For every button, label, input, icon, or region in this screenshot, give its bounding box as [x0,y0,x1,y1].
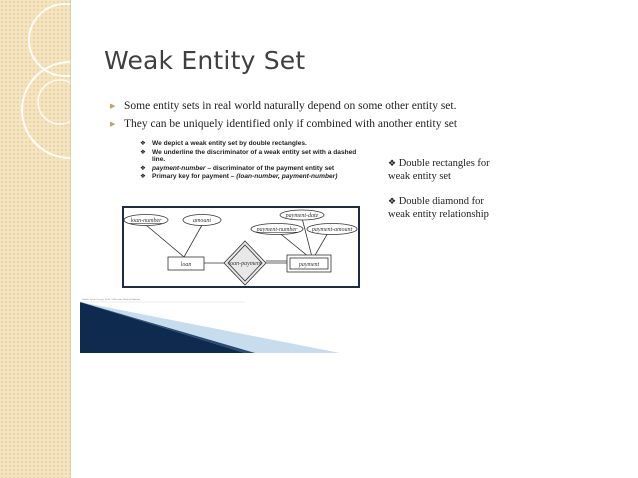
embedded-bullet-italic: payment-number [152,164,206,172]
bullet-arrow-icon: ▶ [110,102,116,110]
embedded-bullet [140,140,370,148]
payment-label: payment [298,262,320,268]
side-notes [388,157,508,233]
decorative-circles [0,0,70,478]
diamond-bullet-icon: ❖ [140,140,146,147]
diamond-bullet-icon: ❖ [388,158,397,168]
bullet-arrow-icon: ▶ [110,120,116,128]
embedded-bullet-text: We depict a weak entity set by double rectangles. [152,140,307,147]
amount-label: amount [193,218,211,224]
er-diagram [122,206,360,288]
payment-date-label: payment-date [285,213,319,219]
embedded-bullet-list [140,140,370,182]
loan-number-label: loan-number [130,218,162,224]
diamond-bullet-icon: ❖ [140,164,146,172]
note-item [388,195,508,221]
slide-caption: Database System Concepts, 5th Ed. ©Silberschatz, Korth and Sudarshan [82,299,141,301]
loan-label: loan [180,262,192,268]
payment-amount-label: payment-amount [311,227,353,233]
embedded-bullet-text: – discriminator of the payment entity set [205,164,335,172]
bullet-list [110,98,610,134]
note-item [388,157,508,183]
embedded-bullet-italic: (loan-number, payment-number) [236,173,338,181]
diamond-bullet-icon: ❖ [140,148,146,156]
payment-number-label: payment-number [256,227,298,233]
bullet-text: Some entity sets in real world naturally depend on some other entity set. [124,100,457,112]
slide-title: Weak Entity Set [104,46,306,75]
embedded-bullet-text: We underline the discriminator of a weak entity set with a dashed line. [152,148,357,164]
note-text: Double rectangles for weak entity set [388,158,490,182]
er-diagram-svg [124,208,358,286]
bullet-item [110,116,610,134]
note-text: Double diamond for weak entity relationship [388,196,489,220]
bullet-text: They can be uniquely identified only if combined with another entity set [124,118,458,130]
loan-payment-label: loan-payment [228,261,262,267]
decorative-side-strip [0,0,71,478]
embedded-bullet [140,173,370,181]
embedded-bullet [140,165,370,173]
diamond-bullet-icon: ❖ [388,196,397,206]
bullet-item [110,98,610,116]
decorative-wedge [80,300,340,355]
embedded-bullet [140,149,370,164]
embedded-bullet-text: Primary key for payment – [152,173,237,181]
diamond-bullet-icon: ❖ [140,173,146,181]
